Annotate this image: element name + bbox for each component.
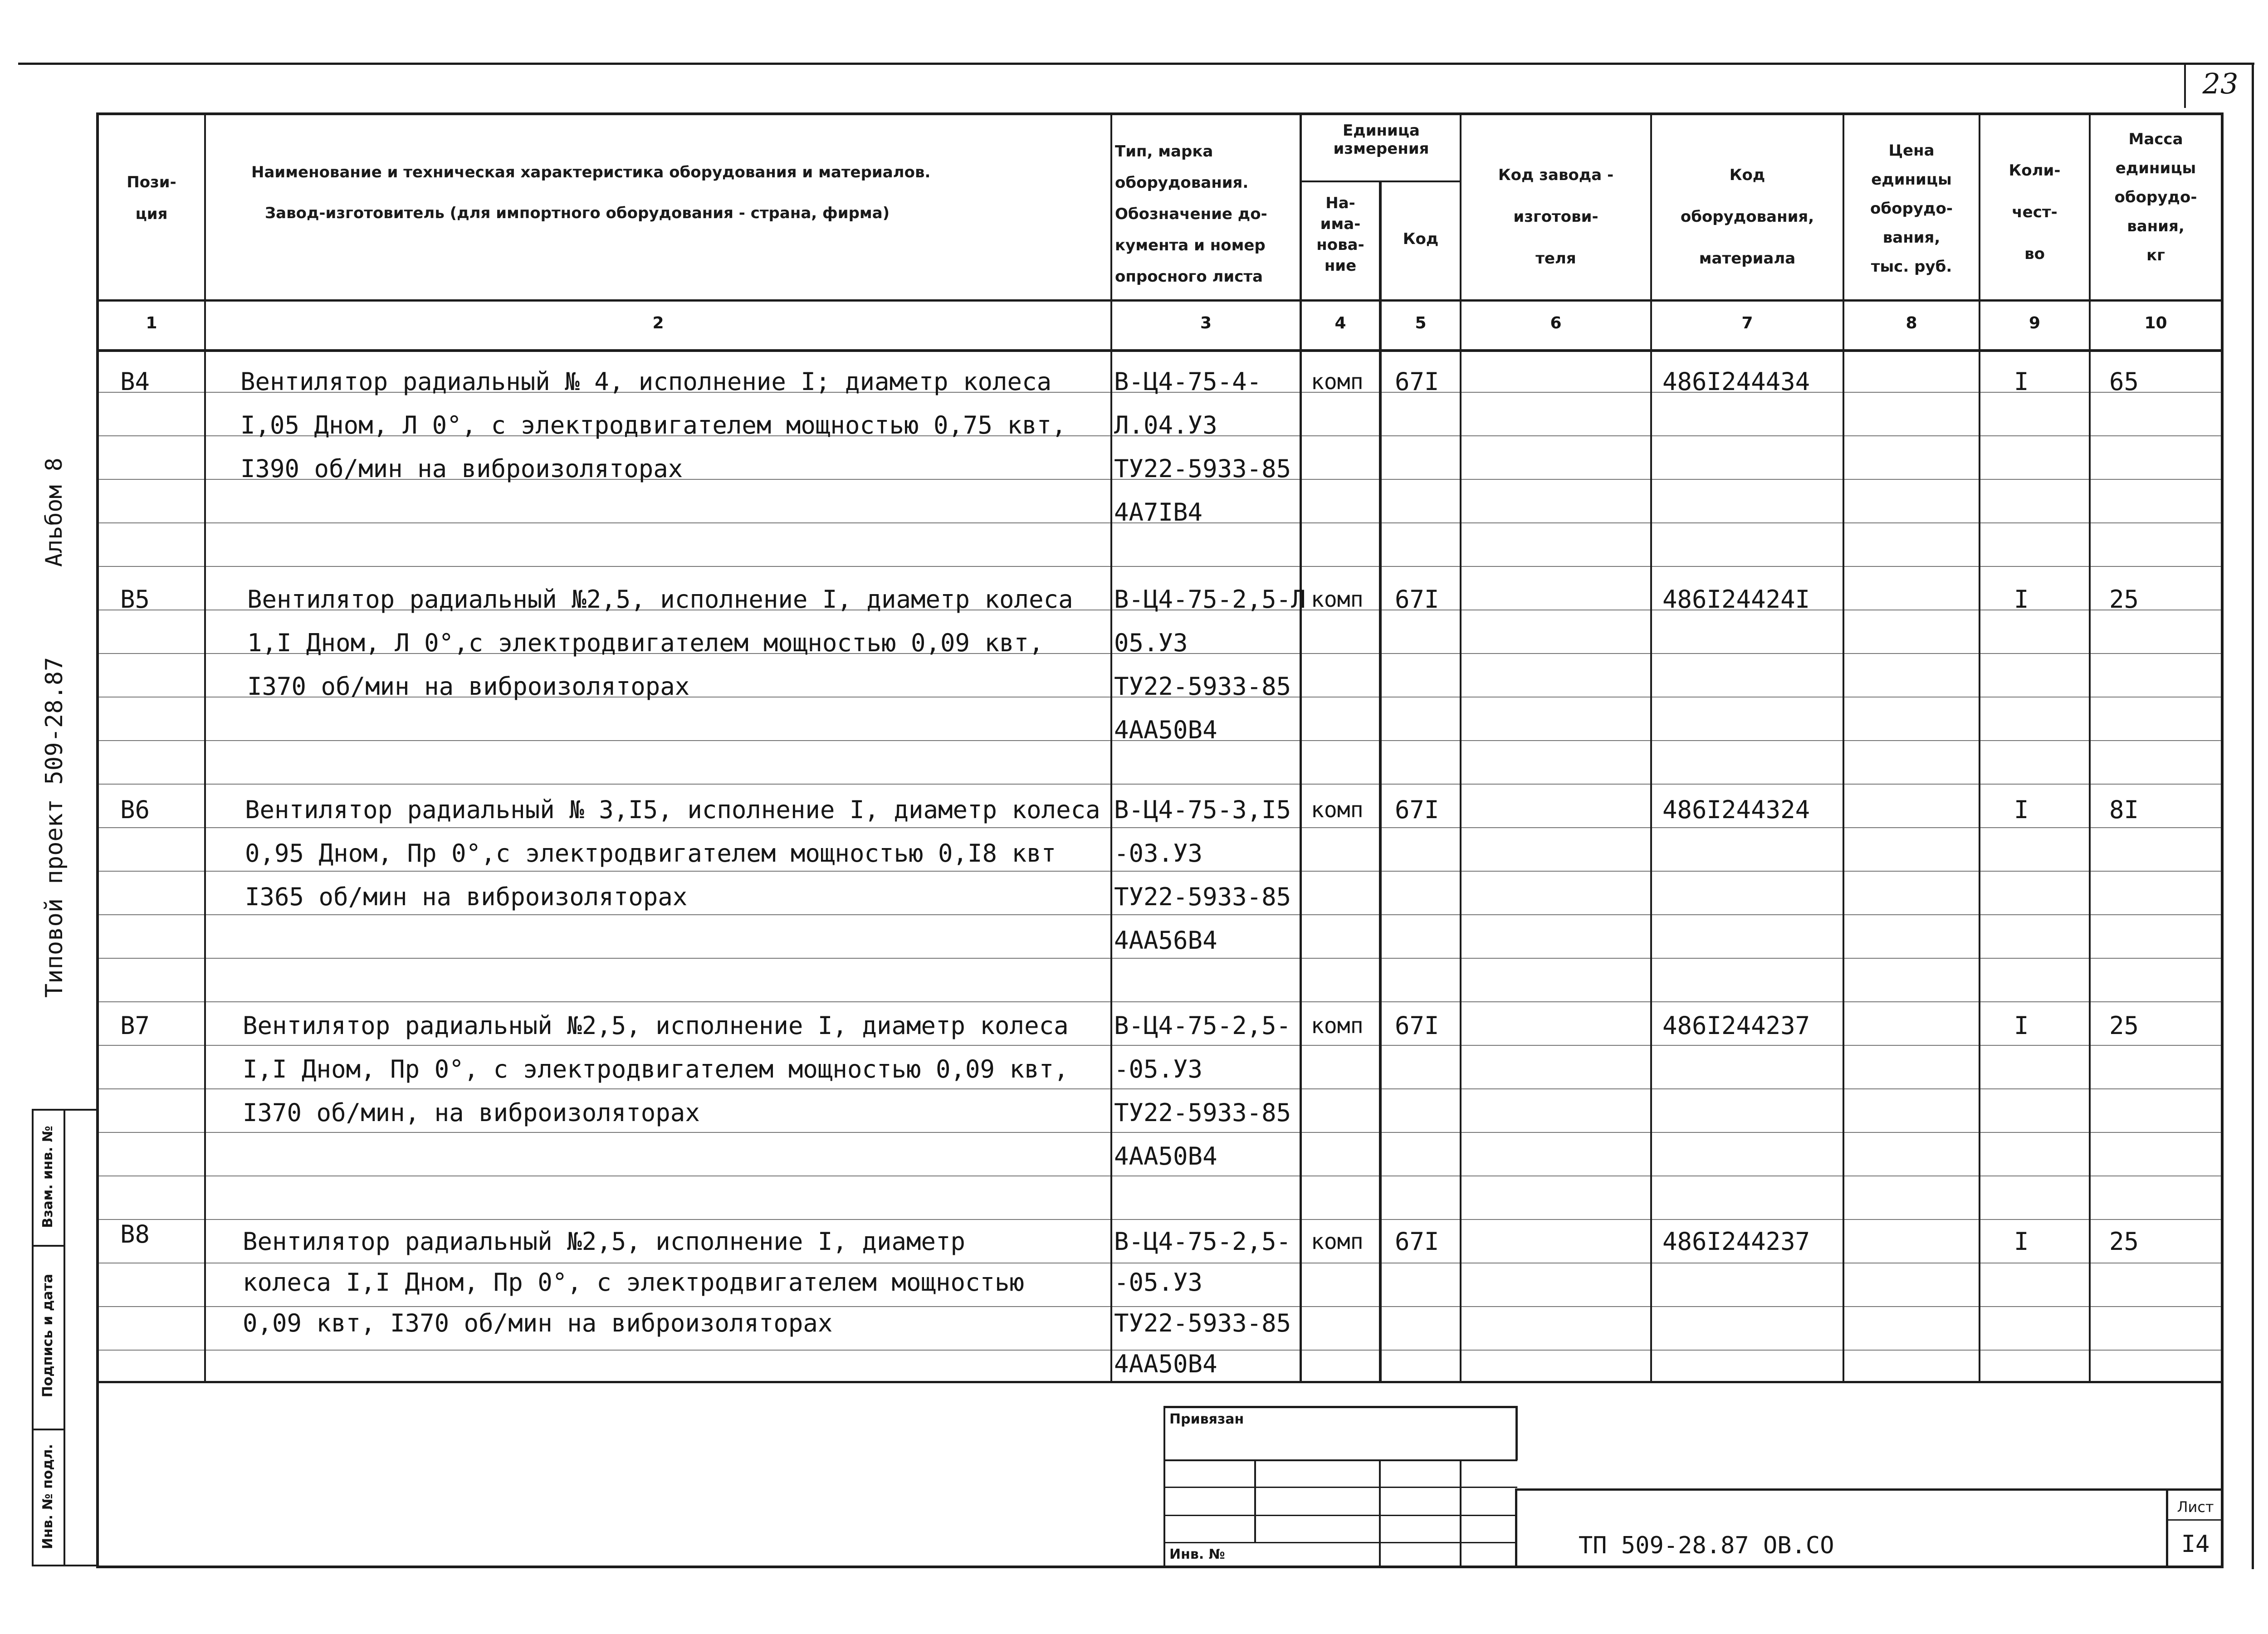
row-type-line: 4АА50В4 <box>1114 1142 1217 1171</box>
col-sep-3 <box>1300 112 1302 1382</box>
row-unit-code: 67I <box>1395 367 1439 396</box>
row-description-line: Вентилятор радиальный №2,5, исполнение I, диаметр колеса <box>247 585 1073 614</box>
row-type-line: В-Ц4-75-2,5-Л <box>1114 585 1306 614</box>
stamp-signature-date: Подпись и дата <box>40 1273 56 1398</box>
row-description-line: Вентилятор радиальный № 3,I5, исполнение I, диаметр колеса <box>245 795 1100 824</box>
row-unit: комп <box>1311 369 1364 395</box>
stamp-inv-original: Инв. № подл. <box>40 1444 56 1550</box>
row-type-line: -05.У3 <box>1114 1268 1203 1297</box>
body-bottom <box>96 1381 2224 1383</box>
row-unit: комп <box>1311 1013 1364 1039</box>
page-number: 23 <box>2202 67 2239 100</box>
row-type-line: 05.У3 <box>1114 629 1188 657</box>
row-description-line: I,05 Дном, Л 0°, с электродвигателем мощностью 0,75 квт, <box>240 411 1066 439</box>
col-sep-2 <box>1110 112 1112 1382</box>
row-rule <box>96 827 2224 828</box>
album-caption: Альбом 8 <box>41 458 67 567</box>
inventory-number-label: Инв. № <box>1169 1546 1225 1562</box>
col-sep-1 <box>204 112 206 1382</box>
row-position: B6 <box>120 795 150 824</box>
header-price: Цена единицы оборудо- вания, тыс. руб. <box>1870 141 1953 276</box>
stamp-grid-h1 <box>1163 1487 1517 1488</box>
header-equipment-code: Код оборудования, материала <box>1680 166 1814 268</box>
row-rule <box>96 566 2224 567</box>
colnum-5: 5 <box>1415 314 1427 332</box>
row-type-line: ТУ22-5933-85 <box>1114 1309 1291 1337</box>
row-position: B4 <box>120 367 150 396</box>
row-unit-code: 67I <box>1395 795 1439 824</box>
row-unit-code: 67I <box>1395 1227 1439 1256</box>
row-description-line: Вентилятор радиальный № 4, исполнение I; диаметр колеса <box>240 367 1052 396</box>
table-bottom <box>96 1566 2224 1568</box>
row-position: B7 <box>120 1011 150 1040</box>
attached-box-top <box>1163 1406 1517 1408</box>
colnum-1: 1 <box>146 314 157 332</box>
colnum-8: 8 <box>1906 314 1917 332</box>
colnum-6: 6 <box>1550 314 1562 332</box>
row-type-line: 4АА56В4 <box>1114 926 1217 955</box>
colnum-4: 4 <box>1334 314 1346 332</box>
header-mass: Масса единицы оборудо- вания, кг <box>2114 130 2197 264</box>
top-rule <box>18 63 2254 65</box>
header-factory-code: Код завода - изготови- теля <box>1498 166 1614 268</box>
sheet-number: I4 <box>2181 1531 2210 1558</box>
title-block-top <box>1515 1488 2223 1491</box>
row-type-line: Л.04.У3 <box>1114 411 1217 439</box>
row-equipment-code: 486I244324 <box>1662 795 1810 824</box>
stamp-grid-v1 <box>1254 1459 1256 1543</box>
col-sep-7 <box>1843 112 1844 1382</box>
row-quantity: I <box>2014 1011 2029 1040</box>
row-rule <box>96 914 2224 915</box>
colnum-7: 7 <box>1741 314 1753 332</box>
row-rule <box>96 1219 2224 1220</box>
row-rule <box>96 1306 2224 1307</box>
row-type-line: 4АА50В4 <box>1114 716 1217 744</box>
row-rule <box>96 1001 2224 1002</box>
row-description-line: I390 об/мин на виброизоляторах <box>240 454 683 483</box>
frame-right <box>2252 63 2254 1569</box>
row-position: B5 <box>120 585 150 614</box>
stamp-grid-v3 <box>1460 1459 1461 1568</box>
col-sep-4 <box>1379 180 1382 1382</box>
stamp-grid-v2 <box>1379 1459 1381 1568</box>
row-unit-code: 67I <box>1395 1011 1439 1040</box>
attached-box-right <box>1515 1406 1518 1460</box>
project-caption: Типовой проект 509-28.87 <box>41 657 68 998</box>
row-equipment-code: 486I24424I <box>1662 585 1810 614</box>
numrow-bottom <box>96 349 2224 352</box>
page-number-box-left <box>2184 63 2186 108</box>
row-type-line: В-Ц4-75-4- <box>1114 367 1262 396</box>
header-bottom <box>96 299 2224 302</box>
row-rule <box>96 958 2224 959</box>
row-type-line: ТУ22-5933-85 <box>1114 1098 1291 1127</box>
row-description-line: 1,I Дном, Л 0°,с электродвигателем мощностью 0,09 квт, <box>247 629 1044 657</box>
table-top <box>96 112 2224 115</box>
colnum-10: 10 <box>2144 314 2167 332</box>
row-description-line: I,I Дном, Пр 0°, с электродвигателем мощностью 0,09 квт, <box>243 1055 1069 1083</box>
row-rule <box>96 871 2224 872</box>
col-sep-9 <box>2089 112 2091 1382</box>
row-position: B8 <box>120 1220 150 1249</box>
attached-label: Привязан <box>1169 1411 1244 1427</box>
row-quantity: I <box>2014 585 2029 614</box>
row-type-line: ТУ22-5933-85 <box>1114 672 1291 701</box>
row-mass: 25 <box>2109 1227 2139 1256</box>
header-type: Тип, марка оборудования. Обозначение до- кумента и номер опросного листа <box>1115 142 1267 286</box>
unit-header-split <box>1300 180 1461 182</box>
colnum-9: 9 <box>2028 314 2041 332</box>
row-type-line: 4АА50В4 <box>1114 1350 1217 1378</box>
row-description-line: 0,09 квт, I370 об/мин на виброизоляторах <box>243 1309 833 1337</box>
row-type-line: -05.У3 <box>1114 1055 1203 1083</box>
stamp-inner-line <box>64 1109 65 1565</box>
header-unit: Единица измерения <box>1333 122 1429 158</box>
row-description-line: 0,95 Дном, Пр 0°,с электродвигателем мощностью 0,I8 квт <box>245 839 1056 868</box>
colnum-3: 3 <box>1200 314 1212 332</box>
row-unit: комп <box>1311 797 1364 823</box>
row-rule <box>96 784 2224 785</box>
row-unit-code: 67I <box>1395 585 1439 614</box>
stamp-top <box>32 1109 98 1111</box>
row-type-line: -03.У3 <box>1114 839 1203 868</box>
sheet-box-sep <box>2166 1519 2223 1521</box>
header-position: Пози- ция <box>127 173 176 223</box>
row-type-line: ТУ22-5933-85 <box>1114 454 1291 483</box>
row-quantity: I <box>2014 1227 2029 1256</box>
row-equipment-code: 486I244237 <box>1662 1011 1810 1040</box>
col-sep-6 <box>1650 112 1652 1382</box>
row-description-line: I365 об/мин на виброизоляторах <box>245 883 688 911</box>
stamp-sep-2 <box>32 1429 65 1430</box>
stamp-replace-inv: Взам. инв. № <box>40 1126 56 1228</box>
row-quantity: I <box>2014 795 2029 824</box>
row-type-line: 4А7IВ4 <box>1114 498 1203 527</box>
document-designation: ТП 509-28.87 ОВ.СО <box>1579 1532 1834 1559</box>
stamp-grid-h2 <box>1163 1515 1517 1516</box>
row-mass: 25 <box>2109 1011 2139 1040</box>
colnum-2: 2 <box>652 314 664 332</box>
row-description-line: Вентилятор радиальный №2,5, исполнение I, диаметр колеса <box>243 1011 1069 1040</box>
row-unit: комп <box>1311 587 1364 612</box>
stamp-grid-h3 <box>1163 1542 1517 1543</box>
row-rule <box>96 1045 2224 1046</box>
col-sep-5 <box>1460 112 1461 1382</box>
row-rule <box>96 1088 2224 1089</box>
stamp-bottom <box>32 1565 98 1566</box>
title-block-left <box>1515 1488 1517 1568</box>
row-quantity: I <box>2014 367 2029 396</box>
row-type-line: ТУ22-5933-85 <box>1114 883 1291 911</box>
row-description-line: колеса I,I Дном, Пр 0°, с электродвигателем мощностью <box>243 1268 1025 1297</box>
row-unit: комп <box>1311 1229 1364 1254</box>
header-name: Наименование и техническая характеристика оборудования и материалов. Завод-изготовитель (для импортного оборудования - страна, фирма) <box>251 163 931 222</box>
row-description-line: I370 об/мин, на виброизоляторах <box>243 1098 700 1127</box>
row-equipment-code: 486I244237 <box>1662 1227 1810 1256</box>
header-unit-code: Код <box>1403 230 1439 248</box>
header-quantity: Коли- чест- во <box>2009 161 2061 263</box>
row-mass: 8I <box>2109 795 2139 824</box>
sheet-label: Лист <box>2177 1498 2214 1516</box>
header-unit-name: На- има- нова- ние <box>1316 194 1364 275</box>
row-type-line: В-Ц4-75-3,I5 <box>1114 795 1291 824</box>
row-mass: 65 <box>2109 367 2139 396</box>
row-type-line: В-Ц4-75-2,5- <box>1114 1227 1291 1256</box>
row-equipment-code: 486I244434 <box>1662 367 1810 396</box>
attached-box-sep <box>1163 1459 1517 1461</box>
col-sep-8 <box>1979 112 1980 1382</box>
row-type-line: В-Ц4-75-2,5- <box>1114 1011 1291 1040</box>
row-description-line: Вентилятор радиальный №2,5, исполнение I, диаметр <box>243 1227 966 1256</box>
stamp-outer-left <box>32 1109 34 1565</box>
row-rule <box>96 1132 2224 1133</box>
row-description-line: I370 об/мин на виброизоляторах <box>247 672 690 701</box>
row-mass: 25 <box>2109 585 2139 614</box>
